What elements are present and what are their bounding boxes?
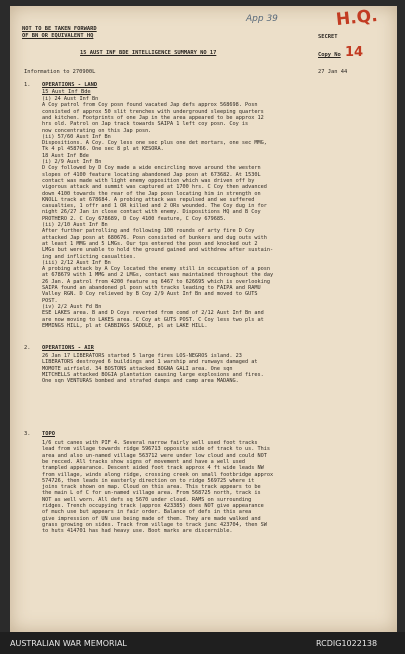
- reference-code: RCDIG1022138: [316, 639, 378, 648]
- body-text-line: (i) 2/9 Aust Inf Bn: [42, 159, 102, 165]
- body-text-line: attacked Jap posn at 680676. Posn consisted of bunkers and dug outs with: [42, 234, 267, 241]
- body-text-line: (i) 24 Aust Inf Bn: [42, 96, 99, 102]
- body-text-line: Dispositions. A Coy. Coy less one sec plus one det mortars, one sec MMG,: [42, 140, 267, 147]
- body-text-line: ESE LAKES area. B and D Coys reverted from comd of 2/12 Aust Inf Bn and: [42, 310, 264, 317]
- handwritten-code: H.Q.: [335, 6, 379, 31]
- body-text-line: lead from village towards ridge 596713 opposite side of track to us. This: [42, 446, 270, 453]
- body-text-line: grass growing on sides. Track from village to track junc 423704, then SW: [42, 521, 267, 528]
- institution-label: AUSTRALIAN WAR MEMORIAL: [10, 639, 127, 648]
- body-text-line: night 26/27 Jan in close contact with enemy. Dispositions HQ and B Coy: [42, 209, 261, 216]
- section-number: 3.: [24, 431, 31, 437]
- body-text-line: be recced. All tracks show signs of movement and have a well used: [42, 458, 246, 465]
- body-text-line: from village, winds along ridge, crossing creek on small footbridge approx: [42, 471, 274, 478]
- body-text-line: POST.: [42, 297, 58, 304]
- body-text-line: LIBERATORS destroyed 6 buildings and 1 warship and runways damaged at: [42, 359, 258, 366]
- restriction-line-2: OF BN OR EQUIVALENT HQ: [22, 33, 94, 39]
- body-text-line: trampled appearance. Descent aided foot track approx 4 ft wide leads NW: [42, 465, 264, 472]
- body-text-line: give impression of UN use being made of them. They are made walked and: [42, 515, 261, 522]
- body-text-line: joins track shown on map. Cloud on this area. This track appears to be: [42, 484, 261, 491]
- body-text-line: 26 Jan. A patrol from 4200 feature sq 6467 to 626695 which is overlooking: [42, 278, 270, 285]
- information-to: Information to 270900L: [24, 69, 96, 75]
- body-text-line: 574726, then leads in easterly direction on to ridge 569725 where it: [42, 477, 255, 484]
- body-text-line: 1/6 cut canes with PIF 4. Several narrow fairly well used foot tracks: [42, 440, 258, 446]
- summary-title: 15 AUST INF BDE INTELLIGENCE SUMMARY NO 17: [80, 50, 217, 56]
- archive-footer: [0, 632, 405, 654]
- handwritten-appendix-note: App 39: [246, 14, 278, 24]
- copy-label: Copy No: [318, 52, 341, 58]
- body-text-line: D Coy followed by D Coy made a wide encircling move around the western: [42, 165, 261, 172]
- section-heading: OPERATIONS - LAND: [42, 82, 98, 88]
- body-text-line: of much use but appears in fair order. Balance of defs in this area: [42, 509, 252, 516]
- body-text-line: Valley RGN. D Coy relieved by B Coy 2/9 Aust Inf Bn and moved to GUTS: [42, 291, 258, 298]
- body-text-line: (ii) 2/10 Aust Inf Bn: [42, 222, 108, 228]
- section-heading: TOPO: [42, 431, 55, 437]
- body-text-line: area and also un-named village 563712 were under low cloud and could NOT: [42, 452, 267, 459]
- body-text-line: the main L of C for un-named village area. From 568725 north, track is: [42, 490, 261, 497]
- body-text-line: (ii) 57/60 Aust Inf Bn: [42, 133, 111, 140]
- body-text-line: 26 Jan 17 LIBERATORS started 5 large fires LOS-NEGROS island. 23: [42, 353, 242, 359]
- body-text-line: PROTHERO 2. C Coy 678689, D Coy 4100 feature, C Coy 679685.: [42, 215, 227, 222]
- body-text-line: A probing attack by A Coy located the enemy still in occupation of a posn: [42, 266, 270, 273]
- body-text-line: consisted of approx 50 slit trenches with underground sleeping quarters: [42, 108, 264, 115]
- body-text-line: casualties, 1 offr and 1 OR killed and 2 ORs wounded. The Coy dug in for: [42, 203, 267, 210]
- body-text-line: 18 Aust Inf Bde: [42, 152, 89, 159]
- body-text-line: are now moving to LAKES area. C Coy at GUTS POST. C Coy less two pls at: [42, 316, 264, 323]
- body-text-line: A Coy patrol from Coy posn found vacated Jap defs approx 568698. Posn: [42, 102, 258, 109]
- body-text-line: at 678679 with 1 MMG and 2 LMGs, contact was maintained throughout the day: [42, 272, 274, 279]
- document-page: [10, 6, 397, 632]
- body-text-line: now concentrating on this Jap posn.: [42, 127, 152, 134]
- body-text-line: (iv) 2/2 Aust Fd Bn: [42, 303, 102, 310]
- body-text-line: MOMOTE airfield. 34 BOSTONS attacked BOGNA GALI area. One sqn: [42, 365, 233, 372]
- body-text-line: slopes of 4100 feature locating abandoned Jap posn at 673682. At 1530L: [42, 171, 261, 178]
- body-text-line: vigorous attack and summit was captured at 1700 hrs. C Coy then advanced: [42, 184, 267, 191]
- classification: SECRET: [318, 34, 338, 40]
- body-text-line: at least 1 MMG and 5 LMGs. Our tps entered the posn and knocked out 2: [42, 240, 258, 247]
- body-text-line: contact was made with light enemy opposition which was driven off by: [42, 177, 255, 184]
- body-text-line: NOT as well worn. All defs sq 5670 under cloud. RAMS on surrounding: [42, 496, 252, 503]
- body-text-line: After further patrolling and following 100 rounds of arty fire D Coy: [42, 228, 255, 235]
- body-text-line: down 4100 towards the rear of the Jap posn locating him in strength on: [42, 190, 261, 197]
- body-text-line: ing and inflicting casualties.: [42, 253, 136, 260]
- body-text-line: and kitchen. Footprints of one Jap in the area appeared to be approx 12: [42, 114, 264, 121]
- body-text-line: hrs old. Patrol on Jap track towards SAIPA 1 left coy posn. Coy is: [42, 121, 249, 128]
- body-text-line: (iii) 2/12 Aust Inf Bn: [42, 259, 111, 266]
- summary-date: 27 Jan 44: [318, 69, 348, 75]
- copy-number: 14: [345, 45, 364, 60]
- section-subheading: 15 Aust Inf Bde: [42, 89, 91, 95]
- body-text-line: MITCHELLS attacked BOGIA plantation causing large explosions and fires.: [42, 371, 264, 378]
- body-text-line: KNOLL track at 678684. A probing attack was repulsed and we suffered: [42, 196, 255, 203]
- body-text-line: SAIPA found an abandoned pl posn with tracks leading to FAIPA and RAMU: [42, 285, 261, 291]
- body-text-line: Tk 4 pl 458766. One sec 8 pl at KESORA.: [42, 146, 164, 153]
- body-text-line: LMGs but were unable to hold the ground gained and withdrew after sustain-: [42, 247, 274, 254]
- body-text-line: EMMINGS HILL, pl at CABBINGS SADDLE, pl at LAKE HILL.: [42, 322, 208, 329]
- restriction-line-1: NOT TO BE TAKEN FORWARD: [22, 26, 97, 32]
- section-number: 1.: [24, 82, 31, 88]
- body-text-line: to huts 414701 has had heavy use. Boot marks are discernible.: [42, 528, 233, 535]
- body-text-line: ridges. Trench occupying track (approx 423385) does NOT give appearance: [42, 503, 264, 509]
- body-text-line: One sqn VENTURAS bombed and strafed dumps and camp area MADANG.: [42, 378, 239, 385]
- section-heading: OPERATIONS - AIR: [42, 345, 94, 351]
- section-number: 2.: [24, 345, 31, 351]
